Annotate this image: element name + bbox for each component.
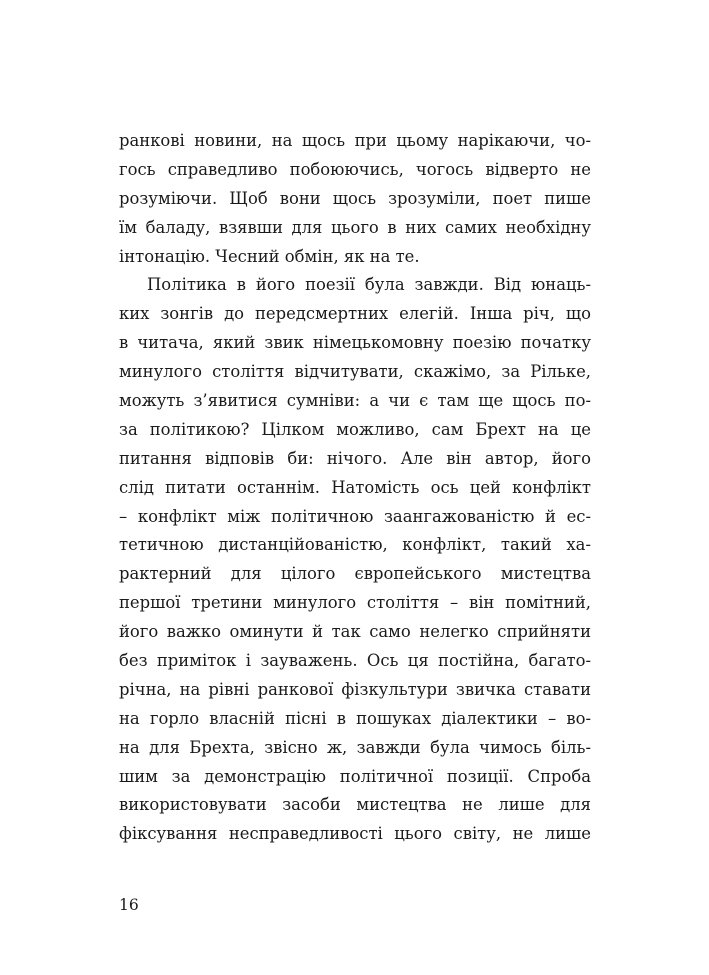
text-line: ких зонгів до передсмертних елегій. Інша річ, що <box>119 304 591 324</box>
text-line: за політикою? Цілком можливо, сам Брехт на це <box>119 419 591 439</box>
text-line <box>119 849 591 878</box>
text-line: першої третини минулого століття – він помітний, <box>119 593 591 613</box>
paragraph <box>119 271 591 878</box>
text-line: гось справедливо побоюючись, чогось відверто не <box>119 159 591 179</box>
text-line: його важко оминути й так само нелегко сприйняти <box>119 622 591 642</box>
text-line: минулого століття відчитувати, скажімо, за Рільке, <box>119 362 591 382</box>
text-line: без приміток і зауважень. Ось ця постійна, багато- <box>119 651 591 671</box>
body-text <box>119 127 591 878</box>
text-line: тетичною дистанційованістю, конфлікт, такий ха- <box>119 535 591 555</box>
text-line: їм баладу, взявши для цього в них самих необхідну <box>119 217 591 237</box>
text-line: інтонацію. Чесний обмін, як на те. <box>119 246 420 266</box>
paragraph <box>119 127 591 271</box>
text-line: фіксування несправедливості цього світу, не лише <box>119 824 591 844</box>
text-line: в читача, який звик німецькомовну поезію початку <box>119 333 591 353</box>
text-line: рактерний для цілого європейського мистецтва <box>119 564 591 584</box>
text-line: використовувати засоби мистецтва не лише для <box>119 795 591 815</box>
text-line: слід питати останнім. Натомість ось цей конфлікт <box>119 477 591 497</box>
text-line: можуть з’явитися сумніви: а чи є там ще щось по- <box>119 391 591 411</box>
text-line: розуміючи. Щоб вони щось зрозуміли, поет пише <box>119 188 591 208</box>
text-line: ранкові новини, на щось при цьому нарікаючи, чо- <box>119 131 591 150</box>
text-line: – конфлікт між політичною заангажованістю й ес- <box>119 506 591 526</box>
text-line: питання відповів би: нічого. Але він автор, його <box>119 448 591 468</box>
page-number: 16 <box>119 896 139 914</box>
text-line: на для Брехта, звісно ж, завжди була чимось біль- <box>119 737 591 757</box>
text-line: Політика в його поезії була завжди. Від юнаць- <box>147 275 591 295</box>
text-line: шим за демонстрацію політичної позиції. Спроба <box>119 766 591 786</box>
text-line: на горло власній пісні в пошуках діалектики – во- <box>119 708 591 728</box>
text-line: річна, на рівні ранкової фізкультури звичка ставати <box>119 679 591 699</box>
